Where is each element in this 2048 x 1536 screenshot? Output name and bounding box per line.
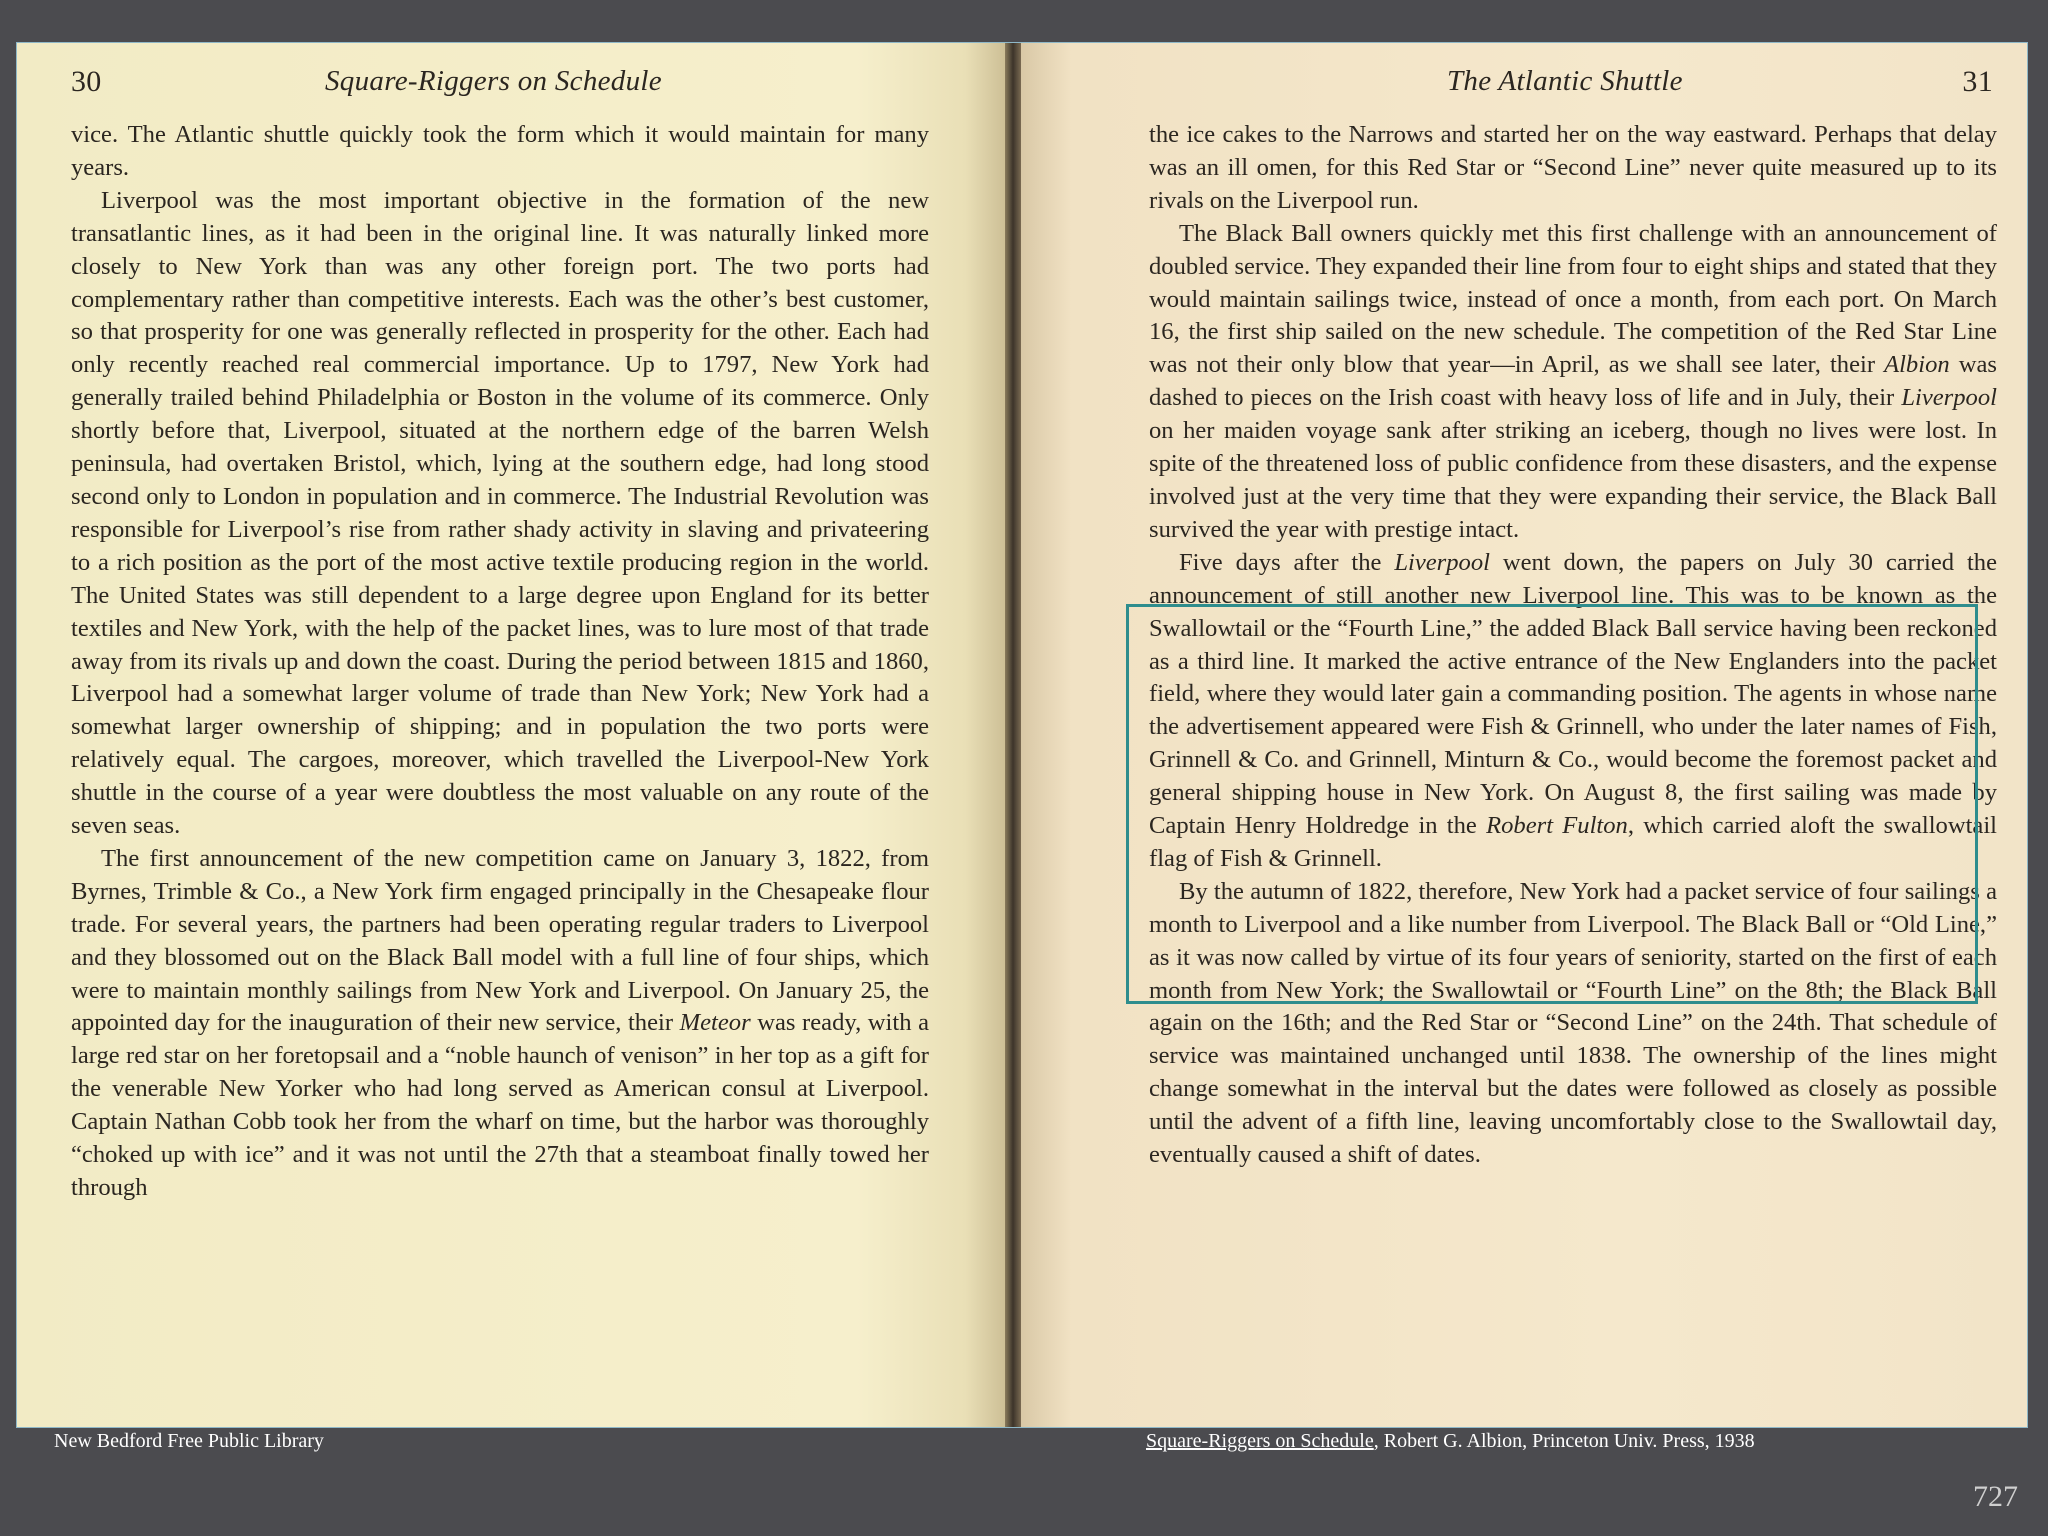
right-p3-text-a: Five days after the [1179,548,1382,576]
right-paragraph-2 [1149,218,1997,547]
right-running-head [1099,65,1993,105]
right-running-title: The Atlantic Shuttle [1447,65,1683,97]
right-p2-text-a: The Black Ball owners quickly met this first challenge with an announcement of doubled service. They expanded their line from four to eight ships and stated that they would maintain sailings twice, instead of once a month, from each port. On March 16, the first ship sailed on the new schedule. The competition of the Red Star Line was not their only blow that year—in April, as we shall see later, their [1149,219,1997,379]
footer-source-library: New Bedford Free Public Library [54,1430,324,1452]
left-running-head [57,65,931,105]
left-page [17,43,1005,1427]
right-p3-text-c: , which carried aloft the swallowtail flag of Fish & Grinnell. [1149,812,1997,872]
right-p3-text-b: went down, the papers on July 30 carried the announcement of still another new Liverpool line. This was to be known as the Swallowtail or the “Fourth Line,” the added Black Ball service having been reckoned as a third line. It marked the active entrance of the New Englanders into the packet field, where they would later gain a commanding position. The agents in whose name the advertisement appeared were Fish & Grinnell, who under the later names of Fish, Grinnell & Co. and Grinnell, Minturn & Co., would become the foremost packet and general shipping house in New York. On August 8, the first sailing was made by Captain Henry Holdredge in the [1149,548,1997,840]
right-page [1021,43,2027,1427]
right-paragraph-4: By the autumn of 1822, therefore, New York had a packet service of four sailings a month to Liverpool and a like number from Liverpool. The Black Ball or “Old Line,” as it was now called by virtue of its four years of seniority, started on the first of each month from New York; the Swallowtail or “Fourth Line” on the 8th; the Black Ball again on the 16th; and the Red Star or “Second Line” on the 24th. That schedule of service was maintained unchanged until 1838. The ownership of the lines might change somewhat in the interval but the dates were followed as closely as possible until the advent of a fifth line, leaving uncomfortably close to the Swallowtail day, eventually caused a shift of dates. [1149,877,1997,1169]
right-body-text [1149,119,1997,1172]
left-paragraph-3 [71,843,929,1205]
left-p3-text-b: was ready, with a large red star on her foretopsail and a “noble haunch of venison” in her top as a gift for the venerable New Yorker who had long served as American consul at Liverpool. Captain Nathan Cobb took her from the wharf on time, but the harbor was thoroughly “choked up with ice” and it was not until the 27th that a steamboat finally towed her through [71,1009,929,1201]
right-paragraph-1: the ice cakes to the Narrows and started her on the way eastward. Perhaps that delay was an ill omen, for this Red Star or “Second Line” never quite measured up to its rivals on the Liverpool run. [1149,121,1997,214]
ship-name-albion: Albion [1884,351,1950,379]
ship-name-liverpool-2: Liverpool [1394,548,1490,576]
left-page-number: 30 [71,65,102,98]
left-p3-text-a: The first announcement of the new competition came on January 3, 1822, from Byrnes, Trimble & Co., a New York firm engaged principally in the Chesapeake flour trade. For several years, the partners had been operating regular traders to Liverpool and they blossomed out on the Black Ball model with a full line of four ships, which were to maintain monthly sailings from New York and Liverpool. On January 25, the appointed day for the inauguration of their new service, their [71,844,929,1037]
left-body-text [71,119,929,1205]
book-gutter [1005,43,1021,1427]
footer-citation [1146,1430,1755,1453]
ship-name-liverpool: Liverpool [1901,384,1997,412]
right-p2-text-c: on her maiden voyage sank after striking an iceberg, though no lives were lost. In spite of the threatened loss of public confidence from these disasters, and the expense involved just at the very time that they were expanding their service, the Black Ball survived the year with prestige intact. [1149,417,1997,543]
citation-details: , Robert G. Albion, Princeton Univ. Press, 1938 [1373,1430,1755,1452]
ship-name-meteor: Meteor [679,1009,751,1037]
slide-number: 727 [1973,1480,2018,1513]
right-paragraph-3 [1149,547,1997,876]
citation-book-title: Square-Riggers on Schedule [1146,1430,1374,1452]
left-paragraph-2: Liverpool was the most important objective in the formation of the new transatlantic lines, as it had been in the original line. It was naturally linked more closely to New York than was any other foreign port. The two ports had complementary rather than competitive interests. Each was the other’s best customer, so that prosperity for one was generally reflected in prosperity for the other. Each had only recently reached real commercial importance. Up to 1797, New York had generally trailed behind Philadelphia or Boston in the volume of its commerce. Only shortly before that, Liverpool, situated at the northern edge of the barren Welsh peninsula, had overtaken Bristol, which, lying at the southern edge, had long stood second only to London in population and in commerce. The Industrial Revolution was responsible for Liverpool’s rise from rather shady activity in slaving and privateering to a rich position as the port of the most active textile producing region in the world. The United States was still dependent to a large degree upon England for its better textiles and New York, with the help of the packet lines, was to lure most of that trade away from its rivals up and down the coast. During the period between 1815 and 1860, Liverpool had a somewhat larger volume of trade than New York; New York had a somewhat larger ownership of shipping; and in population the two ports were relatively equal. The cargoes, moreover, which travelled the Liverpool-New York shuttle in the course of a year were doubtless the most valuable on any route of the seven seas. [71,186,929,840]
ship-name-robert-fulton: Robert Fulton [1486,812,1628,840]
book-spread-image [16,42,2028,1428]
left-paragraph-1: vice. The Atlantic shuttle quickly took the form which it would maintain for many years. [71,121,929,181]
right-p2-text-b: was dashed to pieces on the Irish coast with heavy loss of life and in July, their [1149,351,1997,412]
left-running-title: Square-Riggers on Schedule [325,65,662,97]
right-page-number: 31 [1962,65,1993,98]
